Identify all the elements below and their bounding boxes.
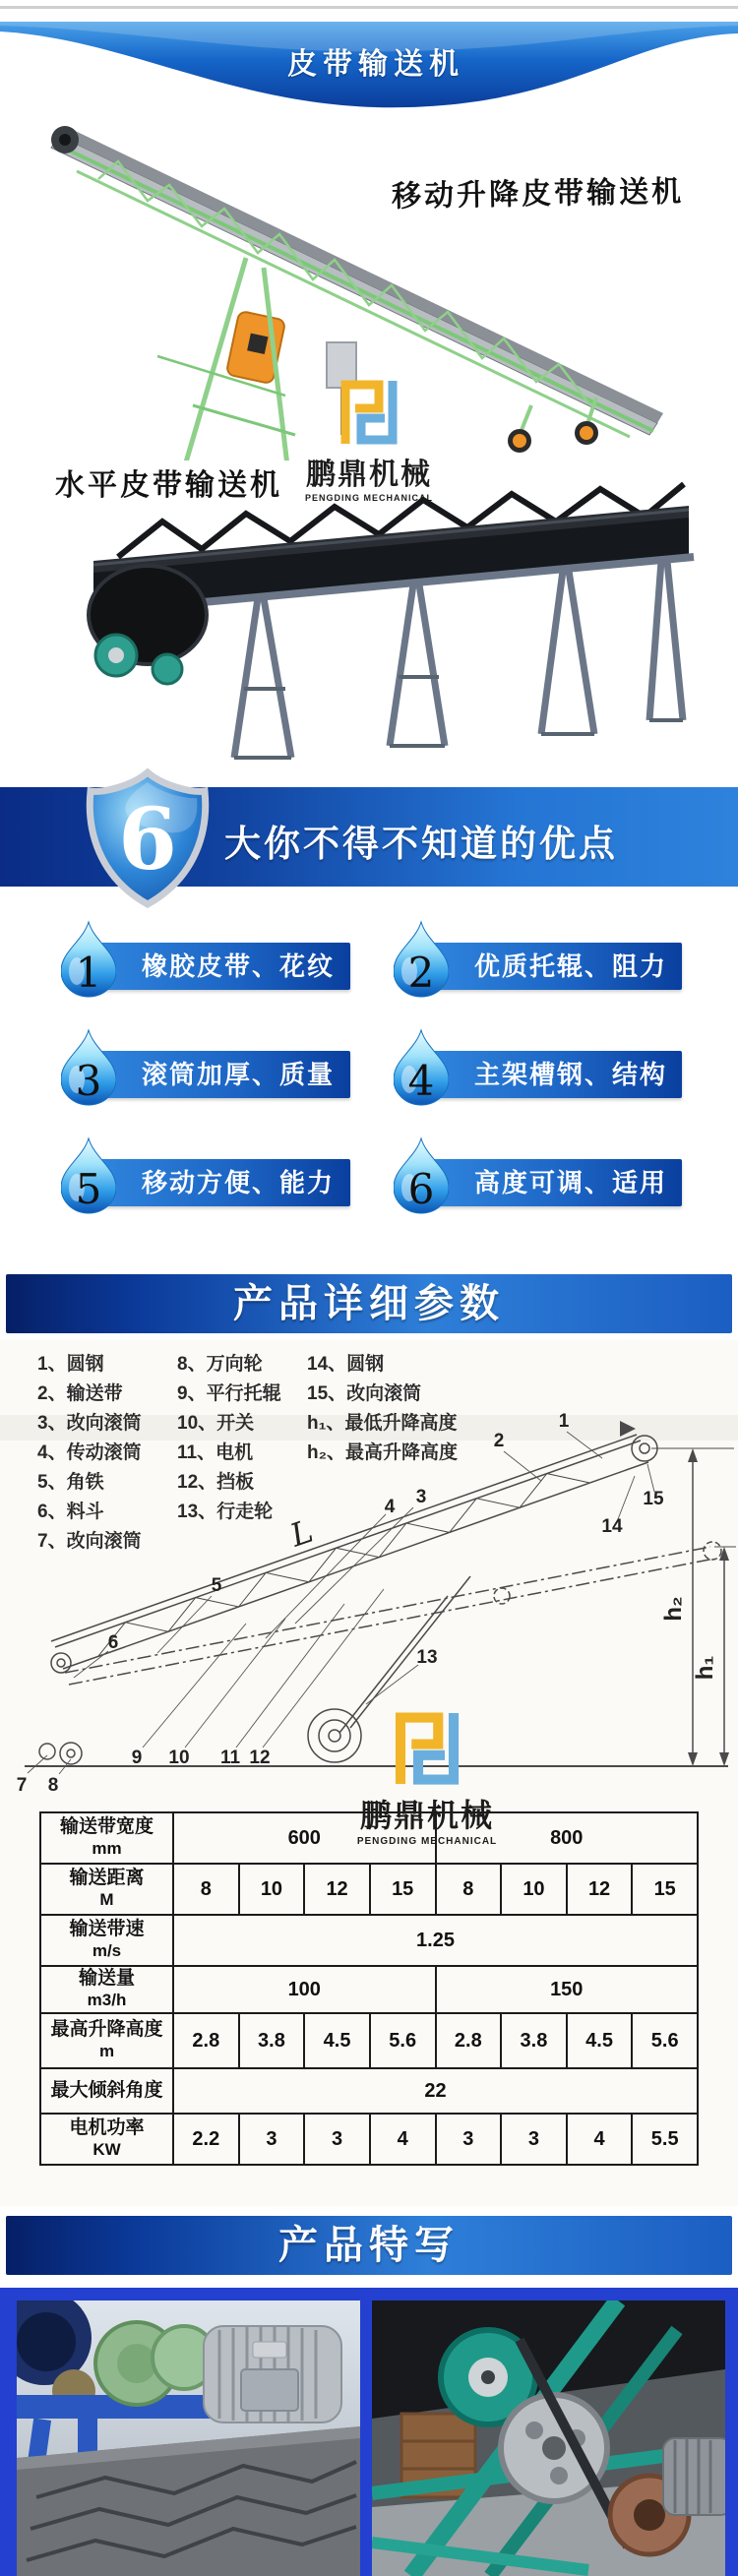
callout-2: 2	[493, 1431, 505, 1451]
drop-number: 4	[407, 1057, 435, 1105]
table-cell: 3	[304, 2114, 370, 2165]
brand-name-cn: 鹏鼎机械	[359, 1798, 494, 1833]
table-cell: 5.5	[632, 2114, 698, 2165]
callout-11: 11	[219, 1748, 241, 1768]
part-item: 14、圆钢	[307, 1354, 385, 1375]
part-item: 2、输送带	[37, 1383, 123, 1404]
table-cell: 2.2	[173, 2114, 239, 2165]
advantage-item-5: 移动方便、能力大	[98, 1159, 350, 1206]
water-drop-icon-5	[61, 1136, 116, 1215]
callout-3: 3	[415, 1487, 427, 1507]
part-item: 8、万向轮	[177, 1354, 263, 1375]
row-label: 电机功率	[69, 2117, 145, 2138]
closeup-section-banner: 产品特写	[6, 2216, 732, 2275]
table-cell: 10	[239, 1864, 305, 1915]
callout-5: 5	[211, 1575, 222, 1596]
brand-watermark	[329, 1708, 525, 1847]
h1-label: h₁	[692, 1655, 718, 1681]
closeup-photo-motor	[17, 2300, 360, 2576]
row-unit: m/s	[92, 1941, 122, 1960]
callout-14: 14	[601, 1516, 623, 1537]
advantage-item-6: 高度可调、适用强	[431, 1159, 682, 1206]
callout-8: 8	[47, 1775, 59, 1796]
table-cell: 5.6	[632, 2013, 698, 2068]
row-label: 输送距离	[69, 1868, 145, 1888]
callout-12: 12	[249, 1748, 271, 1768]
part-item: 15、改向滚筒	[307, 1383, 422, 1404]
part-item: h₂、最高升降高度	[307, 1442, 459, 1463]
table-cell: 1.25	[173, 1915, 698, 1966]
table-cell: 15	[632, 1864, 698, 1915]
length-label: L	[285, 1511, 318, 1555]
params-section-banner: 产品详细参数	[6, 1274, 732, 1333]
advantage-item-1: 橡胶皮带、花纹带	[98, 943, 350, 990]
table-cell: 8	[173, 1864, 239, 1915]
badge-number: 6	[118, 790, 177, 889]
table-cell: 12	[304, 1864, 370, 1915]
callout-9: 9	[131, 1748, 143, 1768]
caption-incline-conveyor: 移动升降皮带输送机	[391, 174, 685, 215]
drop-number: 2	[407, 949, 435, 997]
table-cell: 4	[370, 2114, 436, 2165]
part-item: h₁、最低升降高度	[307, 1413, 458, 1434]
water-drop-icon-2	[394, 920, 449, 999]
table-cell: 3	[436, 2114, 502, 2165]
row-unit: KW	[92, 2140, 121, 2159]
table-cell: 22	[173, 2068, 698, 2114]
table-cell: 600	[173, 1812, 436, 1864]
brand-logo-icon	[392, 1708, 462, 1789]
part-item: 7、改向滚筒	[37, 1531, 142, 1552]
table-cell: 2.8	[436, 2013, 502, 2068]
table-cell: 12	[567, 1864, 633, 1915]
row-label: 输送带宽度	[59, 1816, 154, 1837]
caption-horizontal-conveyor: 水平皮带输送机	[55, 468, 282, 503]
callout-7: 7	[16, 1775, 28, 1796]
table-cell: 5.6	[370, 2013, 436, 2068]
table-cell: 10	[501, 1864, 567, 1915]
part-item: 13、行走轮	[177, 1502, 274, 1522]
h2-label: h₂	[660, 1596, 687, 1622]
part-item: 4、传动滚筒	[37, 1442, 142, 1463]
brand-name-cn: 鹏鼎机械	[306, 459, 432, 491]
table-cell: 15	[370, 1864, 436, 1915]
row-unit: mm	[92, 1839, 122, 1858]
part-item: 1、圆钢	[37, 1354, 104, 1375]
water-drop-icon-6	[394, 1136, 449, 1215]
drop-number: 6	[407, 1165, 435, 1213]
row-unit: M	[99, 1890, 114, 1909]
table-cell: 3.8	[501, 2013, 567, 2068]
table-row	[40, 2068, 698, 2114]
row-unit: m	[98, 2042, 115, 2060]
hero-image-horizontal-conveyor	[0, 462, 738, 782]
part-item: 10、开关	[177, 1413, 255, 1434]
part-item: 6、料斗	[37, 1502, 104, 1522]
spec-table	[39, 1811, 699, 2166]
table-cell: 800	[436, 1812, 699, 1864]
drop-number: 3	[75, 1057, 102, 1105]
table-cell: 3.8	[239, 2013, 305, 2068]
advantage-item-3: 滚筒加厚、质量好	[98, 1051, 350, 1098]
brand-name-en: PENGDING MECHANICAL	[304, 493, 433, 503]
row-label: 最高升降高度	[50, 2019, 163, 2040]
row-unit: m3/h	[87, 1991, 127, 2009]
drop-number: 5	[75, 1165, 102, 1213]
callout-1: 1	[558, 1411, 570, 1432]
advantages-headline: 大你不得不知道的优点	[224, 824, 618, 864]
row-label: 最大倾斜角度	[50, 2080, 163, 2101]
table-cell: 4	[567, 2114, 633, 2165]
advantage-item-2: 优质托辊、阻力小	[431, 943, 682, 990]
callout-10: 10	[168, 1748, 190, 1768]
callout-6: 6	[107, 1632, 119, 1653]
page-title: 皮带输送机	[287, 48, 464, 81]
part-item: 12、挡板	[177, 1472, 255, 1493]
part-item: 3、改向滚筒	[37, 1413, 142, 1434]
water-drop-icon-1	[61, 920, 116, 999]
callout-4: 4	[384, 1497, 396, 1517]
table-cell: 4.5	[304, 2013, 370, 2068]
drop-number: 1	[75, 949, 102, 997]
row-label: 输送量	[78, 1968, 135, 1989]
water-drop-icon-3	[61, 1028, 116, 1107]
table-row	[40, 2013, 698, 2068]
table-row	[40, 1915, 698, 1966]
table-cell: 150	[436, 1966, 699, 2013]
closeup-photo-pulley	[372, 2300, 725, 2576]
shield-badge-icon	[85, 768, 211, 908]
callout-13: 13	[416, 1647, 438, 1668]
table-cell: 2.8	[173, 2013, 239, 2068]
table-cell: 8	[436, 1864, 502, 1915]
water-drop-icon-4	[394, 1028, 449, 1107]
part-item: 5、角铁	[37, 1472, 104, 1493]
table-cell: 4.5	[567, 2013, 633, 2068]
table-cell: 3	[501, 2114, 567, 2165]
brand-logo-icon	[338, 377, 400, 448]
table-row	[40, 1864, 698, 1915]
table-cell: 3	[239, 2114, 305, 2165]
row-label: 输送带速	[69, 1919, 145, 1939]
table-row	[40, 1966, 698, 2013]
table-row	[40, 2114, 698, 2165]
table-cell: 100	[173, 1966, 436, 2013]
advantage-item-4: 主架槽钢、结构好	[431, 1051, 682, 1098]
part-item: 11、电机	[177, 1442, 254, 1463]
callout-15: 15	[643, 1489, 664, 1509]
brand-name-en: PENGDING MECHANICAL	[356, 1836, 498, 1847]
part-item: 9、平行托辊	[177, 1383, 281, 1404]
